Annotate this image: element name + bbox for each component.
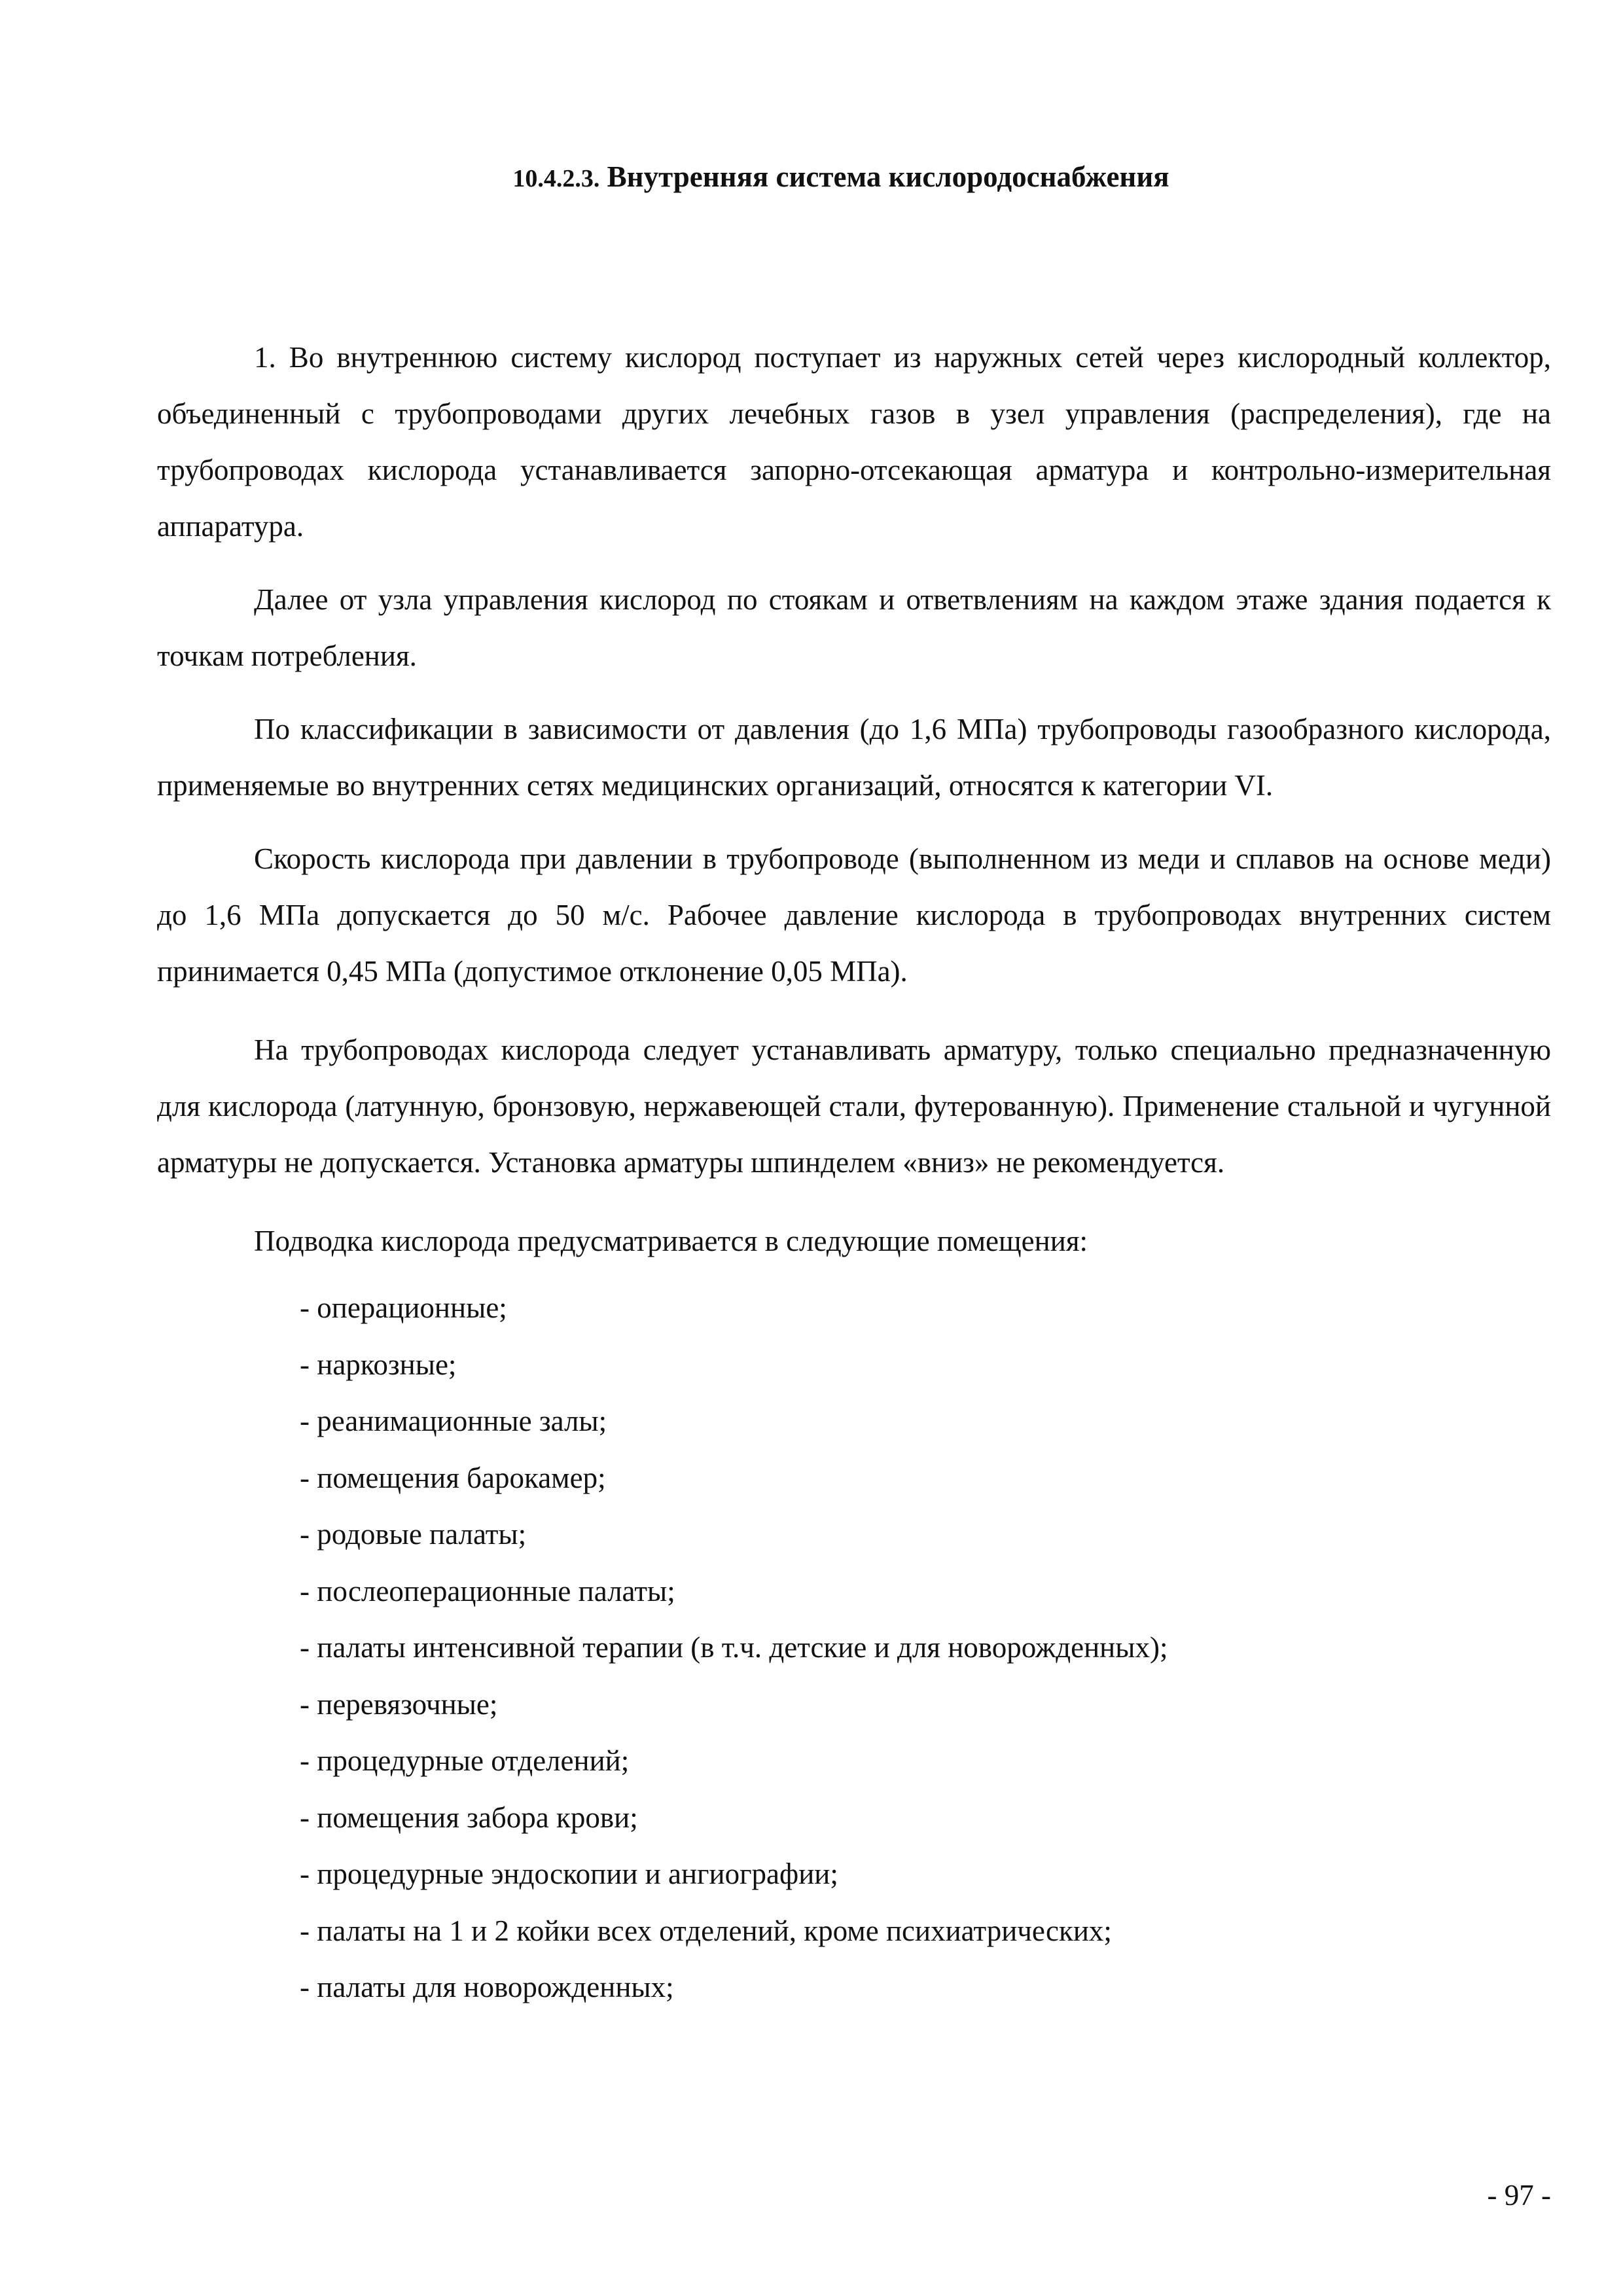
list-item: - палаты интенсивной терапии (в т.ч. детские и для новорожденных); (300, 1631, 1168, 1664)
section-title: Внутренняя система кислородоснабжения (607, 160, 1169, 193)
paragraph-rooms-intro: Подводка кислорода предусматривается в следующие помещения: (254, 1225, 1088, 1257)
list-item: - наркозные; (300, 1348, 457, 1381)
list-item: - реанимационные залы; (300, 1405, 607, 1437)
paragraph-classification: По классификации в зависимости от давления (до 1,6 МПа) трубопроводы газообразного кислорода, применяемые во внутренних сетях медицинских организаций, относятся к категории VI. (157, 713, 1551, 802)
rooms-list (157, 1280, 1551, 2016)
section-number: 10.4.2.3. (512, 165, 600, 192)
list-item: - процедурные эндоскопии и ангиографии; (300, 1857, 838, 1890)
list-item: - процедурные отделений; (300, 1744, 630, 1777)
list-item: - помещения барокамер; (300, 1461, 606, 1494)
list-item: - помещения забора крови; (300, 1801, 638, 1834)
paragraph-oxygen-velocity: Скорость кислорода при давлении в трубопроводе (выполненном из меди и сплавов на основе меди) до 1,6 МПа допускается до 50 м/с. Рабочее давление кислорода в трубопроводах внутренних систем принимается 0,45 МПа (допустимое отклонение 0,05 МПа). (157, 842, 1551, 988)
list-item: - родовые палаты; (300, 1518, 527, 1551)
paragraph-valves: На трубопроводах кислорода следует устанавливать арматуру, только специально предназначенную для кислорода (латунную, бронзовую, нержавеющей стали, футерованную). Применение стальной и чугунной арматуры не допускается. Установка арматуры шпинделем «вниз» не рекомендуется. (157, 1033, 1551, 1179)
list-item: - перевязочные; (300, 1687, 498, 1721)
section-heading (131, 157, 1551, 198)
list-item: - палаты для новорожденных; (300, 1971, 674, 2003)
document-page (157, 157, 1551, 2016)
list-item: - палаты на 1 и 2 койки всех отделений, кроме психиатрических; (300, 1914, 1112, 1947)
list-item: - послеоперационные палаты; (300, 1574, 675, 1607)
list-item: - операционные; (300, 1291, 507, 1324)
paragraph-distribution: Далее от узла управления кислород по стоякам и ответвлениям на каждом этаже здания подается к точкам потребления. (157, 583, 1551, 672)
page-number: - 97 - (1487, 2179, 1551, 2212)
paragraph-oxygen-supply-source: 1. Во внутреннюю систему кислород поступает из наружных сетей через кислородный коллектор, объединенный с трубопроводами других лечебных газов в узел управления (распределения), где на трубопроводах кислорода устанавливается запорно-отсекающая арматура и контрольно-измерительная аппаратура. (157, 341, 1551, 543)
